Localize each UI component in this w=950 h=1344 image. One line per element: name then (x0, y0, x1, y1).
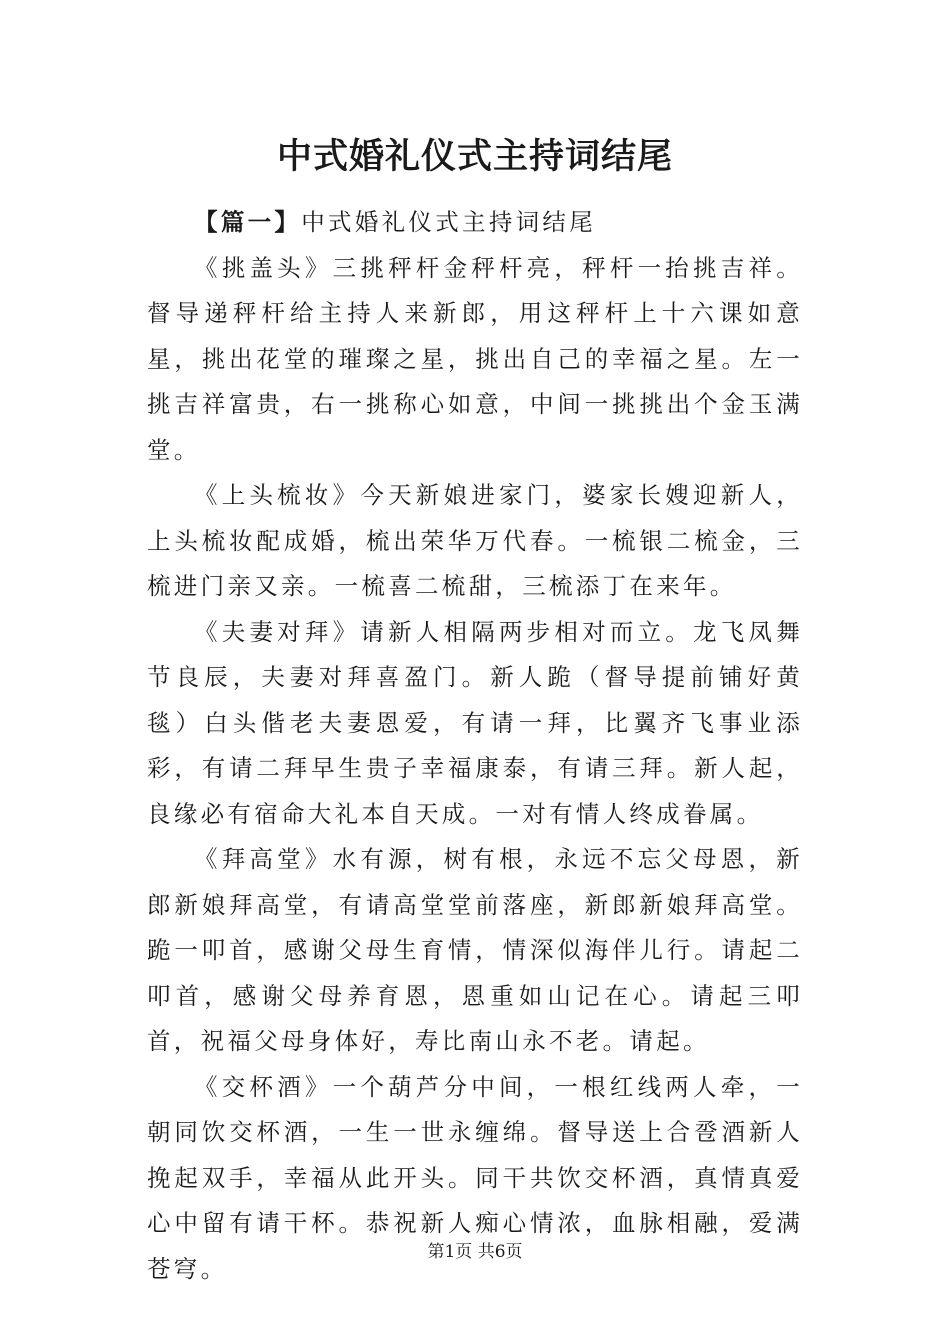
paragraph-jiaobei-jiu: 《交杯酒》一个葫芦分中间，一根红线两人牵，一朝同饮交杯酒，一生一世永缠绵。督导送上合卺酒新人挽起双手，幸福从此开头。同干共饮交杯酒，真情真爱心中留有请干杯。恭祝新人痴心情浓，血脉相融，爱满苍穹。 (147, 1072, 803, 1283)
section-heading-open-bracket: 【 (194, 208, 221, 236)
page-title: 中式婚礼仪式主持词结尾 (276, 136, 673, 177)
paragraph-shangtou-shuzhuang: 《上头梳妆》今天新娘进家门，婆家长嫂迎新人，上头梳妆配成婚，梳出荣华万代春。一梳银二梳金，三梳进门亲又亲。一梳喜二梳甜，三梳添丁在来年。 (147, 481, 803, 600)
section-heading-label: 篇一 (220, 208, 275, 236)
section-heading-text: 中式婚礼仪式主持词结尾 (301, 208, 597, 236)
document-body (147, 200, 803, 1292)
paragraph-bai-gaotang: 《拜高堂》水有源，树有根，永远不忘父母恩，新郎新娘拜高堂，有请高堂堂前落座，新郎新娘拜高堂。跪一叩首，感谢父母生育情，情深似海伴儿行。请起二叩首，感谢父母养育恩，恩重如山记在心。请起三叩首，祝福父母身体好，寿比南山永不老。请起。 (147, 845, 803, 1055)
section-heading-close-bracket: 】 (274, 208, 302, 236)
paragraph-fuqi-duibai: 《夫妻对拜》请新人相隔两步相对而立。龙飞凤舞节良辰，夫妻对拜喜盈门。新人跪（督导提前铺好黄毯）白头偕老夫妻恩爱，有请一拜，比翼齐飞事业添彩，有请二拜早生贵子幸福康泰，有请三拜。新人起，良缘必有宿命大礼本自天成。一对有情人终成眷属。 (147, 617, 803, 828)
section-heading (147, 200, 803, 246)
paragraph-tiao-gaitou: 《挑盖头》三挑秤杆金秤杆亮，秤杆一抬挑吉祥。督导递秤杆给主持人来新郎，用这秤杆上十六课如意星，挑出花堂的璀璨之星，挑出自己的幸福之星。左一挑吉祥富贵，右一挑称心如意，中间一挑挑出个金玉满堂。 (147, 253, 803, 464)
page-number-footer: 第1页 共6页 (427, 1242, 523, 1262)
